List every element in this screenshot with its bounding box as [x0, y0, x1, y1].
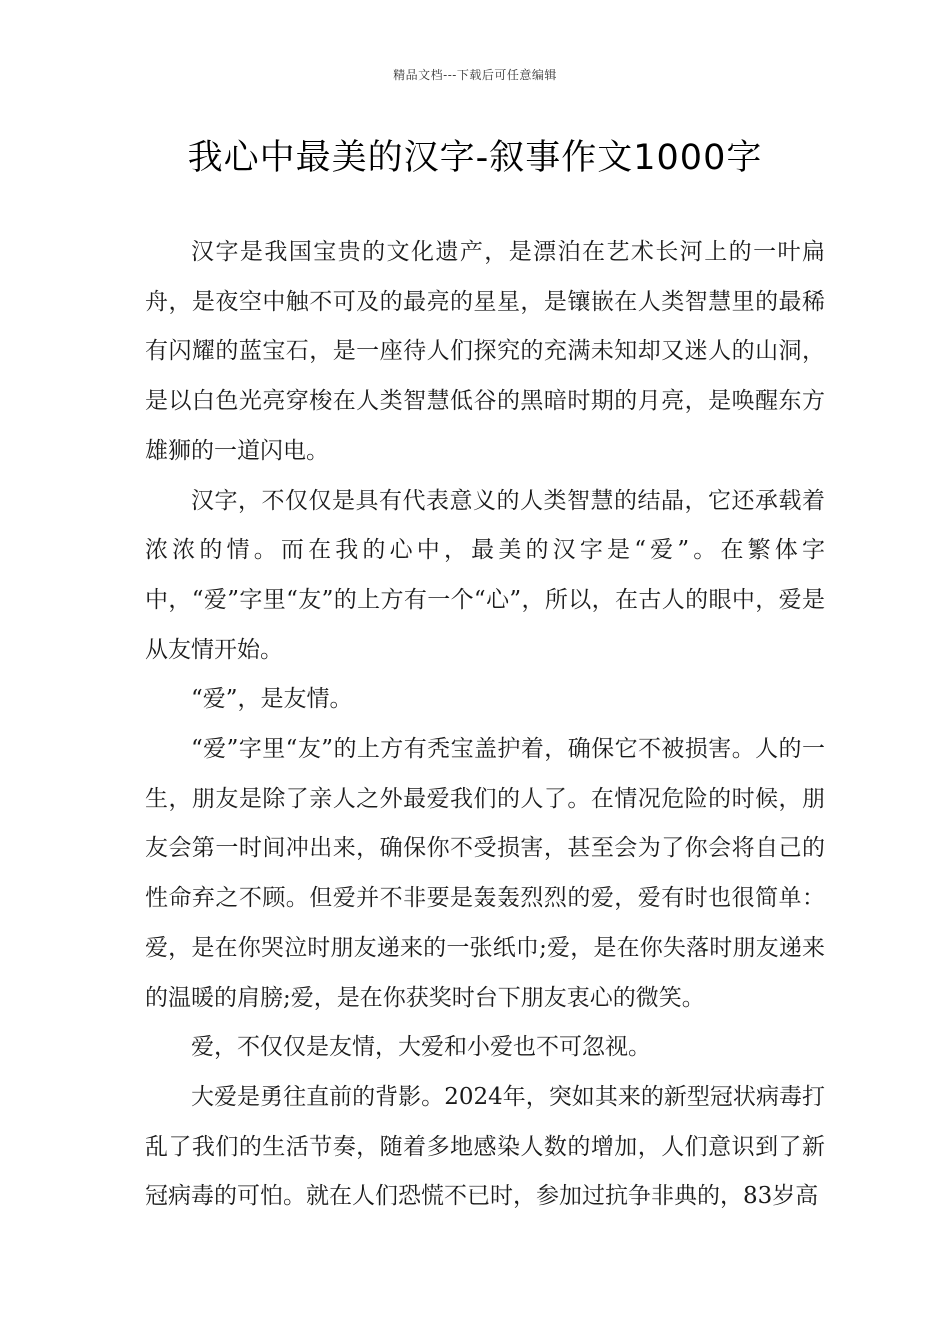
- document-body: [145, 228, 825, 1222]
- document-title: 我心中最美的汉字-叙事作文1000字: [187, 138, 763, 178]
- paragraph: 大爱是勇往直前的背影。2024年，突如其来的新型冠状病毒打乱了我们的生活节奏，随着多地感染人数的增加，人们意识到了新冠病毒的可怕。就在人们恐慌不已时，参加过抗争非典的，83岁高: [145, 1083, 825, 1210]
- header-note: 精品文档---下载后可任意编辑: [393, 68, 557, 82]
- paragraph: 爱，不仅仅是友情，大爱和小爱也不可忽视。: [191, 1034, 651, 1061]
- paragraph: “爱”字里“友”的上方有秃宝盖护着，确保它不被损害。人的一生，朋友是除了亲人之外最爱我们的人了。在情况危险的时候，朋友会第一时间冲出来，确保你不受损害，甚至会为了你会将自己的性命弃之不顾。但爱并不非要是轰轰烈烈的爱，爱有时也很简单：爱，是在你哭泣时朋友递来的一张纸巾;爱，是在你失落时朋友递来的温暖的肩膀;爱，是在你获奖时台下朋友衷心的微笑。: [145, 736, 825, 1011]
- paragraph: 汉字是我国宝贵的文化遗产，是漂泊在艺术长河上的一叶扁舟，是夜空中触不可及的最亮的星星，是镶嵌在人类智慧里的最稀有闪耀的蓝宝石，是一座待人们探究的充满未知却又迷人的山洞，是以白色光亮穿梭在人类智慧低谷的黑暗时期的月亮，是唤醒东方雄狮的一道闪电。: [145, 239, 825, 464]
- paragraph: 汉字，不仅仅是具有代表意义的人类智慧的结晶，它还承载着浓浓的情。而在我的心中，最美的汉字是“爱”。在繁体字中，“爱”字里“友”的上方有一个“心”，所以，在古人的眼中，爱是从友情开始。: [145, 487, 825, 663]
- paragraph: “爱”，是友情。: [191, 686, 353, 713]
